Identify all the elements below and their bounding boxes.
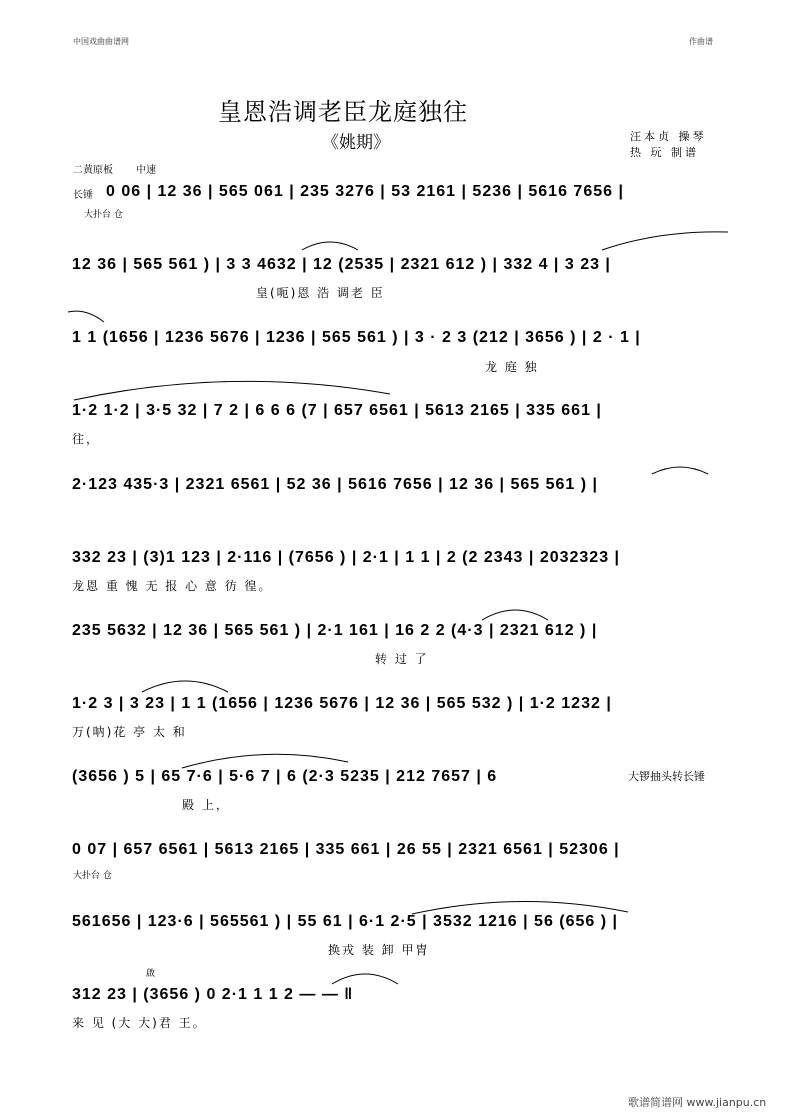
lyrics-line-12: 来 见 (大 大)君 王。 <box>72 1016 207 1030</box>
score-line-3: 1 1 (1656 | 1236 5676 | 1236 | 565 561 ) | 3 · 2 3 (212 | 3656 ) | 2 · 1 | <box>72 329 641 346</box>
site-header-left: 中国戏曲曲谱网 <box>73 37 129 46</box>
score-line-6: 332 23 | (3)1 123 | 2·116 | (7656 ) | 2·1 | 1 1 | 2 (2 2343 | 2032323 | <box>72 549 621 566</box>
score-line-8: 1·2 3 | 3 23 | 1 1 (1656 | 1236 5676 | 12 36 | 565 532 ) | 1·2 1232 | <box>72 695 612 712</box>
slur-mark <box>330 968 400 986</box>
style-label: 二黄原板 <box>73 165 113 176</box>
credit-transcriber: 热 玩 制谱 <box>630 146 699 159</box>
score-line-9: (3656 ) 5 | 65 7·6 | 5·6 7 | 6 (2·3 5235 | 212 7657 | 6 <box>72 768 498 785</box>
tempo-label: 中速 <box>136 165 156 176</box>
small-mark: 啟 <box>146 969 156 979</box>
score-line-11: 561656 | 123·6 | 565561 ) | 55 61 | 6·1 2·5 | 3532 1216 | 56 (656 ) | <box>72 913 619 930</box>
lyrics-line-9: 殿 上， <box>182 798 230 812</box>
slur-mark <box>72 372 392 402</box>
lyrics-line-7: 转 过 了 <box>375 652 429 666</box>
score-line-12: 312 23 | (3656 ) 0 2·1 1 1 2 — — ‖ <box>72 986 354 1003</box>
slur-mark <box>180 748 350 770</box>
slur-mark <box>410 894 630 916</box>
percussion-line-10: 大扑台 仓 <box>73 871 112 881</box>
page-title: 皇恩浩调老臣龙庭独往 <box>218 98 468 126</box>
slur-mark <box>480 604 550 622</box>
score-line-7: 235 5632 | 12 36 | 565 561 ) | 2·1 161 | 16 2 2 (4·3 | 2321 612 ) | <box>72 622 598 639</box>
lyrics-line-6: 龙恩 重 愧 无 报 心 意 彷 徨。 <box>72 579 273 593</box>
lyrics-line-4: 往， <box>72 432 101 446</box>
score-line-4: 1·2 1·2 | 3·5 32 | 7 2 | 6 6 6 (7 | 657 6561 | 5613 2165 | 335 661 | <box>72 402 602 419</box>
slur-mark <box>600 228 730 252</box>
lyrics-line-11: 换戎 装 卸 甲胄 <box>328 943 430 957</box>
score-line-1: 0 06 | 12 36 | 565 061 | 235 3276 | 53 2161 | 5236 | 5616 7656 | <box>106 183 624 200</box>
watermark: 歌谱简谱网 www.jianpu.cn <box>628 1096 767 1109</box>
slur-mark <box>66 308 106 324</box>
lyrics-line-8: 万(呐)花 亭 太 和 <box>72 725 187 739</box>
site-header-right: 作曲谱 <box>689 37 713 46</box>
score-line-5: 2·123 435·3 | 2321 6561 | 52 36 | 5616 7656 | 12 36 | 565 561 ) | <box>72 476 598 493</box>
slur-mark <box>650 462 710 476</box>
side-note: 大锣抽头转长锤 <box>628 770 705 783</box>
intro-percussion: 大扑台 仓 <box>84 210 123 220</box>
slur-mark <box>140 674 230 694</box>
slur-mark <box>300 236 360 252</box>
lyrics-line-2: 皇(呃)恩 浩 调老 臣 <box>256 286 385 300</box>
lyrics-line-3: 龙 庭 独 <box>485 360 539 374</box>
credit-performer: 汪本贞 操琴 <box>630 130 707 143</box>
score-line-10: 0 07 | 657 6561 | 5613 2165 | 335 661 | 26 55 | 2321 6561 | 52306 | <box>72 841 620 858</box>
intro-label: 长锤 <box>73 190 93 201</box>
score-line-2: 12 36 | 565 561 ) | 3 3 4632 | 12 (2535 | 2321 612 ) | 332 4 | 3 23 | <box>72 256 611 273</box>
page-subtitle: 《姚期》 <box>322 133 390 153</box>
